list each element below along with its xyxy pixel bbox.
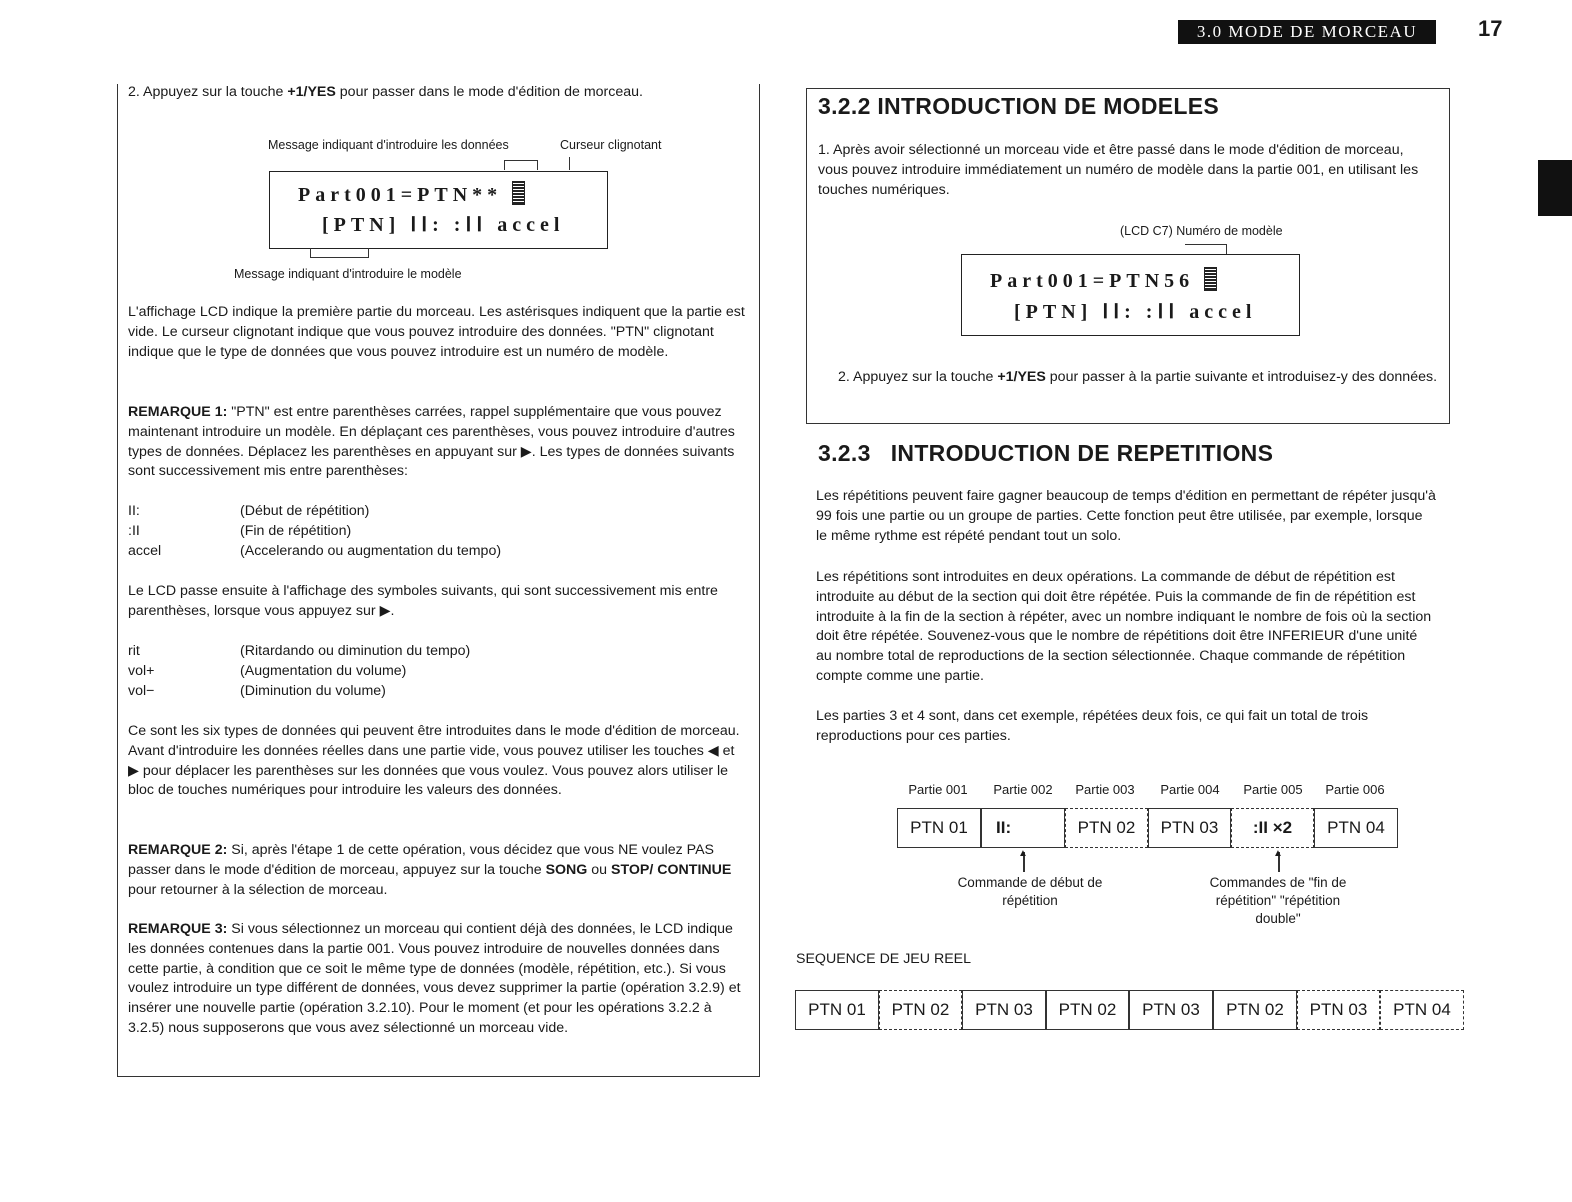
repeat-start-cell: II: <box>981 808 1065 848</box>
lcd-explanation-paragraph: L'affichage LCD indique la première partie du morceau. Les astérisques indiquent que la partie est vide. Le curseur clignotant indique que vous pouvez introduire des données. "PTN" clignotant indique que le type de données que vous pouvez introduire est un numéro de modèle. <box>128 304 745 360</box>
definition-list-1 <box>128 502 748 561</box>
lcd1-cursor-pointer <box>569 157 570 170</box>
sequence-cell: PTN 03 <box>1129 990 1213 1030</box>
part-label: Partie 006 <box>1325 782 1385 797</box>
lcd1-bracket-top-right <box>537 160 538 170</box>
lcd-display-1 <box>269 171 608 249</box>
section-3-2-2-step-1: 1. Après avoir sélectionné un morceau vide et être passé dans le mode d'édition de morceau, vous pouvez introduire immédiatement un numéro de modèle dans la partie 001, en utilisant les touches numériques. <box>818 142 1419 198</box>
lcd1-label-data-message: Message indiquant d'introduire les données <box>268 138 509 152</box>
section-3-2-3-title: 3.2.3 INTRODUCTION DE REPETITIONS <box>818 440 1274 466</box>
sequence-cell: PTN 01 <box>795 990 879 1030</box>
lcd2-bracket <box>1185 244 1227 245</box>
lcd1-bracket-bottom <box>310 257 369 258</box>
repeat-end-cell: :II ×2 <box>1231 808 1314 848</box>
lcd2-bracket-right <box>1226 244 1227 254</box>
definition-row: :II (Fin de répétition) <box>128 522 352 539</box>
part-label: Partie 003 <box>1075 782 1135 797</box>
repetitions-example-paragraph: Les parties 3 et 4 sont, dans cet exemple, répétées deux fois, ce qui fait un total de trois reproductions pour ces parties. <box>816 708 1369 744</box>
repeat-end-note: Commandes de "fin de répétition" "répétition double" <box>1209 875 1347 926</box>
section-3-2-2-step-2: 2. Appuyez sur la touche +1/YES pour passer à la partie suivante et introduisez-y des données. <box>838 369 1438 385</box>
part-cell: PTN 01 <box>897 808 981 848</box>
remark-2: REMARQUE 2: Si, après l'étape 1 de cette opération, vous décidez que vous NE voulez PAS passer dans le mode d'édition de morceau, appuyez sur la touche SONG ou STOP/ CONTINUE pour retourner à la sélection de morceau. <box>128 842 732 898</box>
repeat-start-note: Commande de début de répétition <box>957 875 1103 908</box>
remark-1: REMARQUE 1: "PTN" est entre parenthèses carrées, rappel supplémentaire que vous pouvez maintenant introduire un modèle. En déplaçant ces parenthèses, vous pouvez introduire d'autres types de données. Déplacez les parenthèses en appuyant sur ▶. Les types de données suivants sont successivement mis entre parenthèses: <box>128 404 735 480</box>
sequence-cell: PTN 03 <box>962 990 1046 1030</box>
blinking-cursor-icon <box>512 181 525 205</box>
sequence-cell: PTN 04 <box>1380 990 1464 1030</box>
lcd1-line-2: [PTN] ⅠⅠ: :ⅠⅠ accel <box>322 214 565 236</box>
sequence-cell: PTN 02 <box>1046 990 1129 1030</box>
part-cell: PTN 03 <box>1148 808 1231 848</box>
arrow-head-icon: ▲ <box>1273 848 1283 859</box>
lcd1-bracket-top <box>504 160 538 161</box>
lcd-display-2 <box>961 254 1300 336</box>
definition-row: II: (Début de répétition) <box>128 503 370 519</box>
lcd1-label-model: Message indiquant d'introduire le modèle <box>234 267 462 281</box>
sequence-cell: PTN 02 <box>879 990 962 1030</box>
part-label: Partie 004 <box>1160 782 1220 797</box>
blinking-cursor-icon <box>1204 267 1217 291</box>
data-types-paragraph: Ce sont les six types de données qui peuvent être introduites dans le mode d'édition de morceau. Avant d'introduire les données réelles dans une partie vide, vous pouvez utiliser les touches ◀ et ▶ pour déplacer les parenthèses sur les données que vous voulez. Vous pouvez alors utiliser le bloc de touches numériques pour introduire les valeurs des données. <box>128 723 740 799</box>
lcd2-line-1: Part001=PTN56 <box>990 270 1195 292</box>
part-label: Partie 002 <box>993 782 1053 797</box>
left-step-2: 2. Appuyez sur la touche +1/YES pour passer dans le mode d'édition de morceau. <box>128 84 643 100</box>
definition-list-2 <box>128 642 748 701</box>
symbols-paragraph: Le LCD passe ensuite à l'affichage des symboles suivants, qui sont successivement mis entre parenthèses, lorsque vous appuyez sur ▶. <box>128 583 718 619</box>
page-number: 17 <box>1478 16 1503 41</box>
repetitions-operations-paragraph: Les répétitions sont introduites en deux opérations. La commande de début de répétition est introduite au début de la section qui doit être répétée. Puis la commande de fin de répétition est introduite à la fin de la section à répéter, avec un nombre indiquant le nombre de fois où la section doit être répétée. Souvenez-vous que le nombre de répétitions doit être INFERIEUR d'une unité au nombre total de reproductions de la section sélectionnée. Chaque commande de répétition compte comme une partie. <box>816 569 1432 684</box>
part-label: Partie 001 <box>908 782 968 797</box>
section-header-tag: 3.0 MODE DE MORCEAU <box>1178 20 1436 44</box>
section-side-tab <box>1538 160 1572 216</box>
lcd2-line-2: [PTN] ⅠⅠ: :ⅠⅠ accel <box>1014 301 1257 323</box>
arrow-head-icon: ▲ <box>1018 848 1028 859</box>
definition-row: rit (Ritardando ou diminution du tempo) <box>128 643 471 659</box>
sequence-cell: PTN 02 <box>1213 990 1297 1030</box>
remark-3: REMARQUE 3: Si vous sélectionnez un morceau qui contient déjà des données, le LCD indique les données contenues dans la partie 001. Vous pouvez introduire de nouvelles données dans cette partie, à condition que ce soit le même type de données (modèle, répétition, etc.). Si vous voulez introduire un type différent de données, vous devez supprimer la partie (opération 3.2.9) et insérer une nouvelle partie (opération 3.2.10). Pour le moment (et pour les opérations 3.2.2 à 3.2.5) nous supposerons que vous avez sélectionné un morceau vide. <box>128 921 741 1036</box>
lcd2-label: (LCD C7) Numéro de modèle <box>1120 224 1283 238</box>
part-label: Partie 005 <box>1243 782 1303 797</box>
part-cell: PTN 04 <box>1314 808 1398 848</box>
lcd1-line-1: Part001=PTN** <box>298 184 503 206</box>
part-cell: PTN 02 <box>1065 808 1148 848</box>
repetitions-intro-paragraph: Les répétitions peuvent faire gagner beaucoup de temps d'édition en permettant de répéter jusqu'à 99 fois une partie ou un groupe de parties. Cette fonction peut être utilisée, par exemple, lorsque le même rythme est répété pendant tout un solo. <box>816 488 1436 544</box>
definition-row: vol+ (Augmentation du volume) <box>128 662 407 679</box>
sequence-cell: PTN 03 <box>1297 990 1380 1030</box>
sequence-title: SEQUENCE DE JEU REEL <box>796 951 972 967</box>
lcd1-bracket-top-left <box>504 160 505 170</box>
definition-row: accel (Accelerando ou augmentation du tempo) <box>128 542 502 559</box>
lcd1-label-cursor: Curseur clignotant <box>560 138 662 152</box>
definition-row: vol− (Diminution du volume) <box>128 682 386 699</box>
section-3-2-2-title: 3.2.2 INTRODUCTION DE MODELES <box>818 93 1220 119</box>
